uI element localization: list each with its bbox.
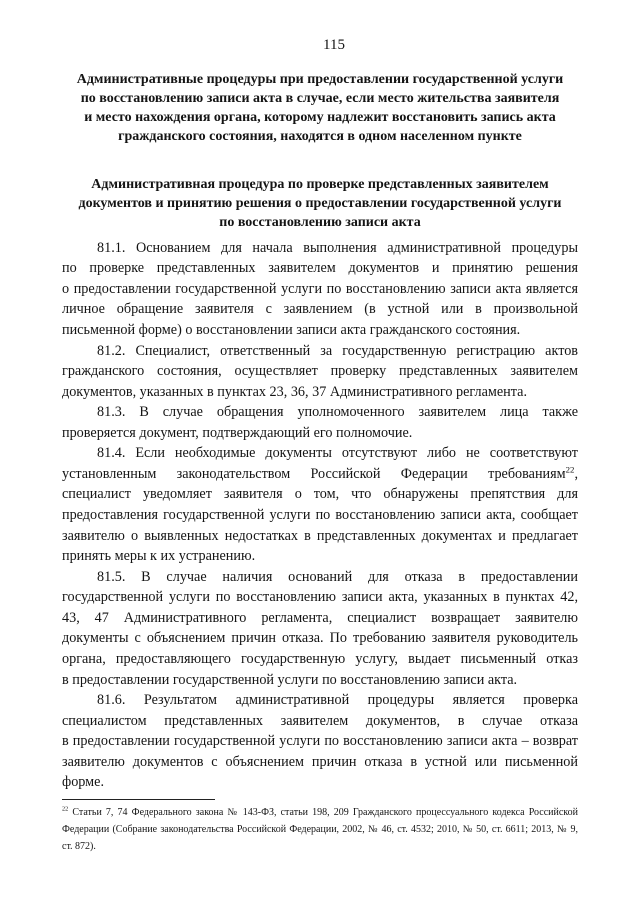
footnote-line [62,804,578,821]
title-line: и место нахождения органа, которому надлежит восстановить запись акта [84,109,556,125]
text-line: заявителю о выявленных недостатках в представленных документах и предлагает [62,527,578,544]
text-line: 43, 47 Административного регламента, специалист возвращает заявителю [62,609,578,626]
paragraph [62,402,578,443]
footnote-ref: 22 [565,464,575,475]
title-line: документов и принятию решения о предоставлении государственной услуги [78,195,562,211]
footnote [62,804,578,855]
title-line: по восстановлению записи акта в случае, если место жительства заявителя [80,90,560,106]
text-line: проверяется документ, подтверждающий его полномочие. [62,424,413,441]
text-line: 81.5. В случае наличия оснований для отказа в предоставлении [97,568,578,585]
footnote-line [62,838,578,855]
footnote-text: ст. 872). [62,840,96,852]
paragraph [62,567,578,690]
paragraph [62,238,578,341]
text-line: письменной форме) о восстановлении записи акта гражданского состояния. [62,321,521,338]
footnote-separator [62,799,215,800]
paragraph [62,341,578,403]
title-line: Административные процедуры при предоставлении государственной услуги [76,71,564,87]
text-line: 81.2. Специалист, ответственный за государственную регистрацию актов [97,342,578,359]
footnote-text: Статьи 7, 74 Федерального закона № 143-ФЗ, статьи 198, 209 Гражданского процессуального кодекса Российской [72,806,578,818]
text-line: в предоставлении государственной услуги по восстановлению записи акта. [62,671,518,688]
text-line: 81.1. Основанием для начала выполнения административной процедуры [97,239,578,256]
paragraph [62,690,578,793]
text-line: форме. [62,774,104,791]
body-text [62,238,578,793]
text-line [62,464,578,485]
text-line: гражданского состояния, осуществляет проверку представленных заявителем [62,363,578,380]
text-line: по проверке представленных заявителем документов и принятию решения [62,260,578,277]
text-line: принять меры к их устранению. [62,548,256,565]
line-tail: , [574,465,578,482]
text-line: специалист уведомляет заявителя о том, что обнаружены препятствия для [62,486,578,503]
paragraph [62,443,578,566]
text-line: 81.3. В случае обращения уполномоченного заявителем лица также [97,404,578,421]
title-line: по восстановлению записи акта [219,214,421,230]
footnote-marker: 22 [62,805,69,813]
text-line: личное обращение заявителя с заявлением (в устной или в произвольной [62,301,578,318]
text-line: документы с объяснением причин отказа. По требованию заявителя руководитель [62,630,578,647]
text-line: предоставления государственной услуги по восстановлению записи акта, сообщает [62,507,578,523]
text-line: 81.4. Если необходимые документы отсутствуют либо не соответствуют [97,445,578,462]
footnote-text: Федерации (Собрание законодательства Российской Федерации, 2002, № 46, ст. 4532; 2010, № 50, ст. 6611; 2013, № 9, [62,823,578,835]
text-line: документов, указанных в пунктах 23, 36, 37 Административного регламента. [62,383,527,400]
title-line: Административная процедура по проверке представленных заявителем [91,176,549,192]
text-line: органа, предоставляющего государственную услугу, выдает письменный отказ [62,650,578,667]
text-line: специалистом представленных заявителем документов, в случае отказа [62,712,578,729]
text-line: заявителю документов с объяснением причин отказа в устной или письменной [62,753,578,770]
text-line: 81.6. Результатом административной процедуры является проверка [97,692,578,709]
text-line: в предоставлении государственной услуги по восстановлению записи акта – возврат [62,733,578,750]
text-line: государственной услуги по восстановлению записи акта, указанных в пунктах 42, [62,589,578,606]
title-line: гражданского состояния, находятся в одном населенном пункте [118,128,522,144]
subsection-title [40,175,600,232]
line-text: установленным законодательством Российской Федерации требованиям [62,465,566,482]
page-number: 115 [323,37,345,53]
footnote-line [62,821,578,838]
section-title [40,70,600,146]
text-line: о предоставлении государственной услуги по восстановлению записи акта является [62,280,578,297]
